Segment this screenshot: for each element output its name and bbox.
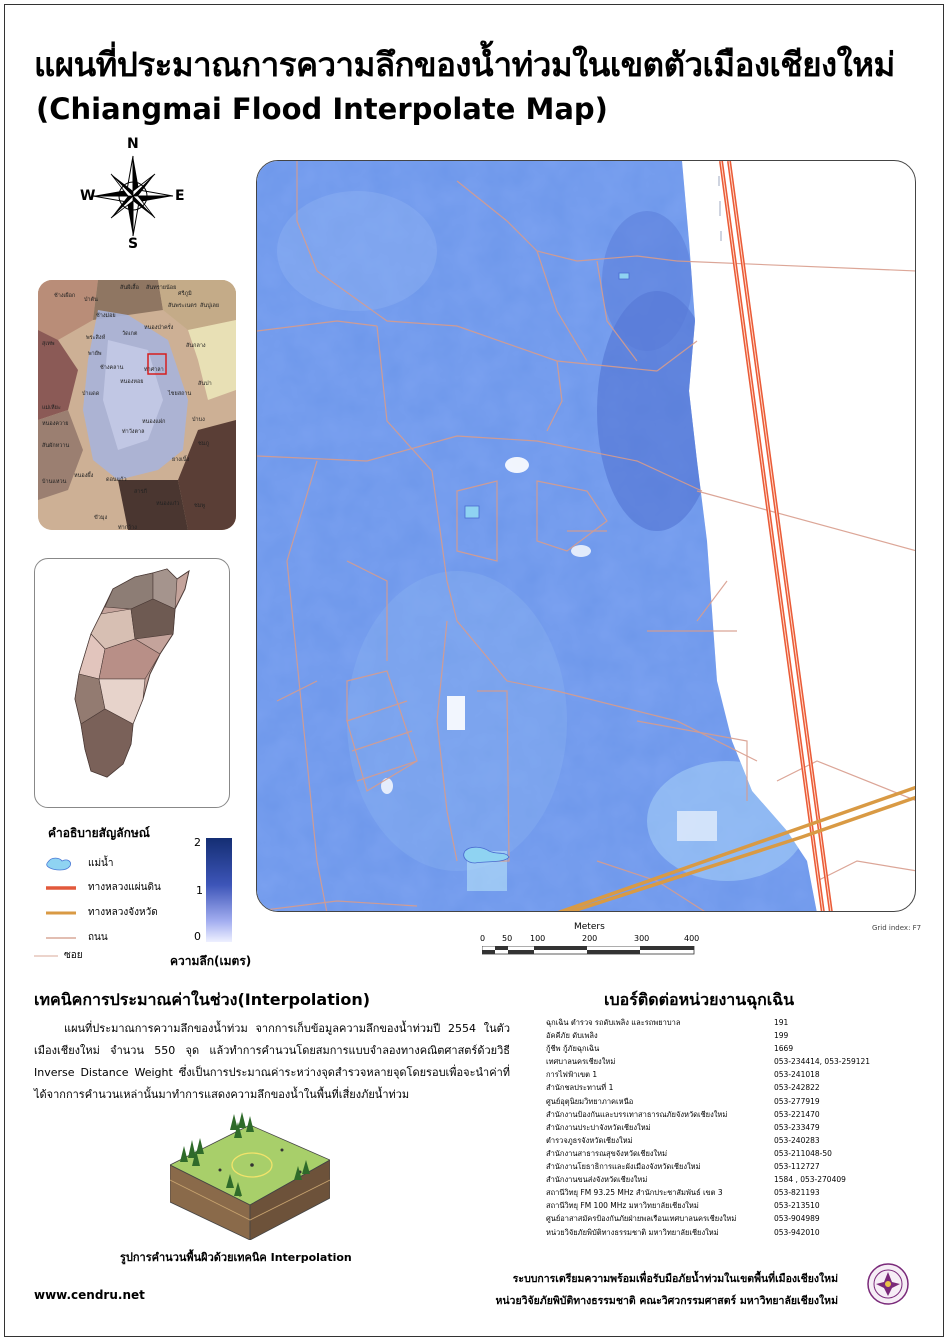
district-label: ดอนแก้ว xyxy=(106,477,127,483)
district-label: ยางเนิ้ง xyxy=(172,457,190,463)
legend-national-highway-label: ทางหลวงแผ่นดิน xyxy=(88,882,161,893)
district-label: ชมภู xyxy=(198,441,209,447)
district-label: ท่ากว้าง xyxy=(118,525,137,530)
district-label: สันปูเลย xyxy=(200,303,220,309)
contact-phone: 191 xyxy=(774,1018,789,1027)
district-label: ป่าตัน xyxy=(84,297,98,303)
contact-phone: 053-904989 xyxy=(774,1214,820,1224)
footer-line-1: ระบบการเตรียมความพร้อมเพื่อรับมือภัยน้ำท่วมในเขตพื้นที่เมืองเชียงใหม่ xyxy=(512,1273,838,1285)
depth-unit-label: ความลึก(เมตร) xyxy=(170,954,252,968)
depth-mid-label: 1 xyxy=(196,884,203,897)
district-locator-map xyxy=(38,280,236,530)
contact-row xyxy=(546,1055,871,1068)
emergency-contacts-list xyxy=(546,1016,871,1239)
district-label: หนองหอย xyxy=(120,379,144,385)
diagram-caption: รูปการคำนวนพื้นผิวด้วยเทคนิค Interpolation xyxy=(120,1251,352,1264)
legend-road-label: ถนน xyxy=(88,932,108,943)
map-title-thai: แผนที่ประมาณการความลึกของน้ำท่วมในเขตตัวเมืองเชียงใหม่ xyxy=(34,45,895,84)
district-label: ชมพู xyxy=(194,503,205,509)
district-label: ขัวมุง xyxy=(94,515,108,521)
grid-index: Grid index: F7 xyxy=(872,924,922,932)
scale-tick-label: 0 xyxy=(480,934,486,943)
district-label: สันกลาง xyxy=(186,343,206,349)
contact-phone: 053-112727 xyxy=(774,1162,820,1172)
contact-name: สำนักงานโยธาธิการและผังเมืองจังหวัดเชียงใหม่ xyxy=(546,1162,701,1172)
district-label: สันทรายน้อย xyxy=(146,285,177,291)
interpolation-heading: เทคนิคการประมาณค่าในช่วง(Interpolation) xyxy=(34,990,371,1009)
compass-south-label: S xyxy=(128,236,139,252)
district-label: ป่าแดด xyxy=(82,391,100,397)
legend-title: คำอธิบายสัญลักษณ์ xyxy=(48,826,150,840)
legend-provincial-highway-label: ทางหลวงจังหวัด xyxy=(88,907,158,918)
compass-north-label: N xyxy=(127,136,139,152)
university-logo-icon xyxy=(866,1262,910,1306)
district-label: สันผีเสื้อ xyxy=(120,285,139,291)
interpolation-description xyxy=(34,1018,510,1106)
scale-tick-label: 200 xyxy=(582,934,598,943)
contact-phone: 1584 , 053-270409 xyxy=(774,1175,846,1185)
contact-phone: 053-221470 xyxy=(774,1109,820,1119)
footer-line-2: หน่วยวิจัยภัยพิบัติทางธรรมชาติ คณะวิศวกรรมศาสตร์ มหาวิทยาลัยเชียงใหม่ xyxy=(495,1295,838,1307)
scale-tick-label: 300 xyxy=(634,934,650,943)
contact-name: สำนักงานสาธารณสุขจังหวัดเชียงใหม่ xyxy=(546,1148,668,1158)
contact-row xyxy=(546,1186,846,1199)
district-label: ไชยสถาน xyxy=(168,391,192,397)
contact-name: หน่วยวิจัยภัยพิบัติทางธรรมชาติ มหาวิทยาลัยเชียงใหม่ xyxy=(546,1227,719,1237)
district-label: ท่าศาลา xyxy=(144,367,164,373)
province-locator-map xyxy=(34,558,230,808)
contact-phone: 199 xyxy=(774,1031,789,1041)
district-label: หนองแก๋ว xyxy=(156,501,180,507)
district-label: พายัพ xyxy=(88,351,102,357)
contact-phone: 053-233479 xyxy=(774,1122,820,1132)
contact-phone: 1669 xyxy=(774,1044,794,1054)
contact-row xyxy=(546,1199,846,1212)
interpolation-body: แผนที่ประมาณการความลึกของน้ำท่วม จากการเก็บข้อมูลความลึกของน้ำท่วมปี 2554 ในตัวเมืองเชียงใหม่ จำนวน 550 จุด แล้วทำการคำนวนโดยสมการแบบจำลองทางคณิตศาสตร์ด้วยวิธี Inverse Distance Weight ซึ่งเป็นการประมาณค่าระหว่างจุดสำรวจหลายจุดโดยรอบเพื่อจะนำค่าที่ได้จากการคำนวนเหล่านั้นมาทำการแสดงความลึกของน้ำในพื้นที่เสี่ยงภัยน้ำท่วม xyxy=(34,1022,510,1101)
scale-tick-label: 50 xyxy=(502,934,513,943)
district-label: พระสิงห์ xyxy=(86,335,106,341)
contact-name: การไฟฟ้าเขต 1 xyxy=(546,1070,598,1080)
contact-row xyxy=(546,1042,846,1055)
map-title-english: (Chiangmai Flood Interpolate Map) xyxy=(36,92,608,126)
district-label: สารภี xyxy=(134,489,148,495)
contact-phone: 053-211048-50 xyxy=(774,1148,832,1158)
contact-phone: 053-213510 xyxy=(774,1201,820,1211)
contact-row xyxy=(546,1147,846,1160)
north-arrow-icon xyxy=(78,136,188,252)
contact-name: ศูนย์อาสาสมัครป้องกันภัยฝ่ายพลเรือนเทศบาลนครเชียงใหม่ xyxy=(546,1214,737,1224)
contact-name: อัคคีภัย ดับเพลิง xyxy=(546,1031,598,1041)
district-label: วัดเกต xyxy=(122,331,138,337)
contact-name: สถานีวิทยุ FM 100 MHz มหาวิทยาลัยเชียงใหม่ xyxy=(546,1201,699,1211)
district-label: หนองควาย xyxy=(42,421,69,427)
contact-row xyxy=(546,1160,846,1173)
depth-min-label: 0 xyxy=(194,930,201,943)
district-label: ช้างเผือก xyxy=(54,293,76,299)
contact-name: ตำรวจภูธรจังหวัดเชียงใหม่ xyxy=(546,1135,633,1145)
contact-name: ฉุกเฉิน ตำรวจ รถดับเพลิง และรถพยาบาล xyxy=(546,1018,681,1027)
contact-phone: 053-234414, 053-259121 xyxy=(774,1057,871,1067)
district-label: ป่าบง xyxy=(192,417,205,423)
legend-alley-label: ซอย xyxy=(64,950,83,961)
contact-phone: 053-242822 xyxy=(774,1083,820,1093)
contact-row xyxy=(546,1081,846,1094)
district-label: บ้านแหวน xyxy=(42,479,67,485)
contact-name: เทศบาลนครเชียงใหม่ xyxy=(546,1057,616,1067)
contact-name: สถานีวิทยุ FM 93.25 MHz สำนักประชาสัมพันธ์ เขต 3 xyxy=(546,1188,723,1198)
website-link[interactable]: www.cendru.net xyxy=(34,1288,145,1302)
flood-depth-map[interactable] xyxy=(256,160,916,912)
scale-tick-label: 100 xyxy=(530,934,546,943)
contacts-heading: เบอร์ติดต่อหน่วยงานฉุกเฉิน xyxy=(604,990,795,1009)
district-label: ช้างคลาน xyxy=(100,365,124,371)
contact-name: กู้ชีพ กู้ภัยฉุกเฉิน xyxy=(546,1044,600,1054)
district-label: ท่าวังตาล xyxy=(122,429,145,435)
contact-name: สำนักงานขนส่งจังหวัดเชียงใหม่ xyxy=(546,1175,648,1185)
contact-row xyxy=(546,1173,846,1186)
contact-phone: 053-821193 xyxy=(774,1188,820,1198)
district-label: ศรีภูมิ xyxy=(178,291,192,297)
district-label: แม่เหียะ xyxy=(42,405,61,411)
district-label: สุเทพ xyxy=(42,341,55,347)
scale-bar xyxy=(478,922,710,960)
district-label: สันผักหวาน xyxy=(42,443,70,449)
compass-east-label: E xyxy=(175,188,185,204)
contact-row xyxy=(546,1068,846,1081)
district-label: สันปา xyxy=(198,381,212,387)
contact-name: สำนักงานประปาจังหวัดเชียงใหม่ xyxy=(546,1122,651,1132)
contact-phone: 053-942010 xyxy=(774,1227,820,1237)
contact-row xyxy=(546,1095,846,1108)
legend-river-label: แม่น้ำ xyxy=(88,858,114,869)
scale-tick-label: 400 xyxy=(684,934,700,943)
contact-row xyxy=(546,1226,846,1239)
depth-color-ramp xyxy=(206,838,232,942)
district-label: ช้างม่อย xyxy=(96,313,116,319)
district-label: หนองแฝก xyxy=(142,419,166,425)
contact-row xyxy=(546,1134,846,1147)
compass-west-label: W xyxy=(80,188,96,204)
scale-unit: Meters xyxy=(574,922,605,932)
district-label: หนองผึ้ง xyxy=(74,473,94,479)
contact-row xyxy=(546,1016,846,1029)
contact-row xyxy=(546,1121,846,1134)
contact-row xyxy=(546,1029,846,1042)
contact-name: ศูนย์อุตุนิยมวิทยาภาคเหนือ xyxy=(546,1096,634,1106)
contact-name: สำนักงานป้องกันและบรรเทาสาธารณภัยจังหวัดเชียงใหม่ xyxy=(546,1109,728,1119)
contact-phone: 053-240283 xyxy=(774,1135,820,1145)
interpolation-3d-block-diagram xyxy=(170,1110,330,1240)
district-label: หนองป่าครั่ง xyxy=(144,325,174,331)
contact-row xyxy=(546,1108,846,1121)
district-label: สันพระเนตร xyxy=(168,303,197,309)
contact-phone: 053-241018 xyxy=(774,1070,820,1080)
contact-name: สำนักชลประทานที่ 1 xyxy=(546,1083,614,1093)
contact-phone: 053-277919 xyxy=(774,1096,820,1106)
contact-row xyxy=(546,1212,846,1225)
depth-max-label: 2 xyxy=(194,836,201,849)
